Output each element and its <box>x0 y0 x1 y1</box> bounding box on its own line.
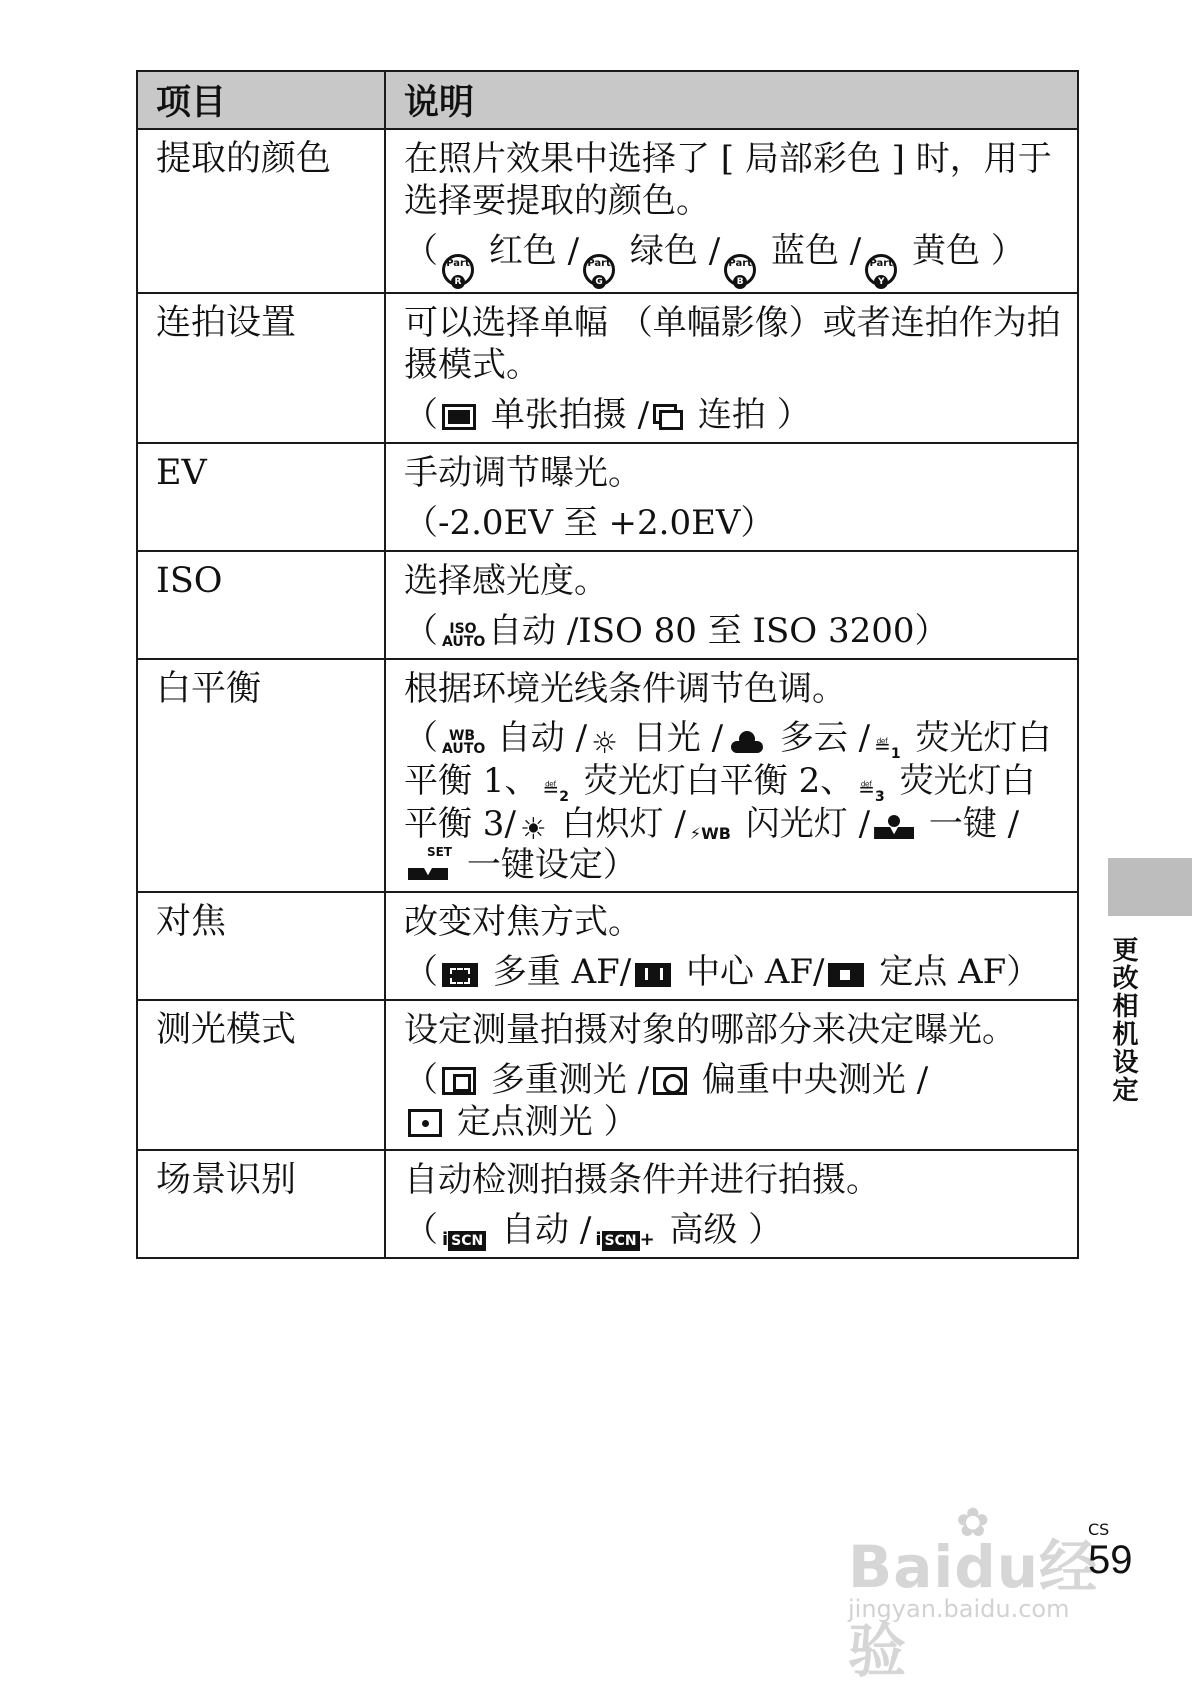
option-line: （ i SCN 自动 / i SCN + 高级 ） <box>404 1210 783 1250</box>
one-push-icon <box>874 815 914 839</box>
option-label: 定点测光 <box>456 1102 593 1142</box>
option-label: 一键设定 <box>466 845 603 885</box>
description-text: 可以选择单幅 （单幅影像）或者连拍作为拍摄模式。 <box>404 303 1061 385</box>
option-label: 绿色 <box>629 231 698 271</box>
table-row <box>137 443 1078 551</box>
row-item: 场景识别 <box>137 1150 385 1258</box>
section-tab <box>1108 858 1192 916</box>
row-item: EV <box>137 443 385 551</box>
option-label: 偏重中央测光 <box>701 1060 906 1100</box>
table-row <box>137 1150 1078 1258</box>
row-item: 连拍设置 <box>137 293 385 443</box>
option-label: 一键 <box>928 804 997 844</box>
description-text: 自动检测拍摄条件并进行拍摄。 <box>404 1160 880 1200</box>
burst-icon <box>653 404 683 430</box>
incandescent-icon: ☀ <box>519 812 547 847</box>
page-language: CS <box>1088 1520 1110 1539</box>
option-label: 荧光灯白平衡 3 <box>404 761 1036 844</box>
description-text: 改变对焦方式。 <box>404 902 642 942</box>
description-text: 根据环境光线条件调节色调。 <box>404 669 846 709</box>
scene-auto-icon: i SCN <box>442 1231 486 1249</box>
option-line: （ 单张拍摄 / 连拍 ） <box>404 395 811 435</box>
option-label: 连拍 <box>697 395 766 435</box>
row-description <box>385 1000 1078 1150</box>
part-color-green-icon: Part G <box>583 254 615 286</box>
watermark-text: Baidu经验 <box>848 1533 1099 1685</box>
option-label: 单张拍摄 <box>490 395 627 435</box>
scene-advanced-icon: i SCN + <box>595 1229 655 1250</box>
part-color-red-icon: Part R <box>442 254 474 286</box>
row-item: 对焦 <box>137 892 385 1000</box>
table-row <box>137 551 1078 659</box>
table-header-row <box>137 71 1078 129</box>
option-label: 自动 <box>496 718 565 758</box>
fluorescent-1-icon: $≝_1$ <box>874 734 901 762</box>
option-line: （ 多重测光 / 偏重中央测光 / 定点测光 ） <box>404 1060 929 1142</box>
option-line: （-2.0EV 至 +2.0EV） <box>404 503 775 543</box>
option-label: 荧光灯白平衡 2 <box>583 761 821 801</box>
row-item: ISO <box>137 551 385 659</box>
option-label: 日光 <box>632 718 701 758</box>
row-description <box>385 551 1078 659</box>
one-push-set-icon: SET <box>408 846 452 880</box>
row-description <box>385 293 1078 443</box>
center-af-icon <box>635 963 671 987</box>
section-label: 更改相机设定 <box>1108 936 1138 1104</box>
settings-table <box>136 70 1079 1259</box>
option-label: 高级 <box>669 1210 738 1250</box>
table-row <box>137 892 1078 1000</box>
option-line: （ WB AUTO 自动 / ☼ 日光 / 多云 / $≝_1$ 荧光灯白平衡 1、 $≝_2$ 荧光灯白平衡 2、 $≝_3$ 荧光灯白平衡 3/ ☀ 白炽灯 / ⚡WB 闪光灯 / 一键 / SET 一键设定） <box>404 718 1052 885</box>
description-text: 在照片效果中选择了 [ 局部彩色 ] 时，用于选择要提取的颜色。 <box>404 139 1052 221</box>
option-label: 多云 <box>779 718 848 758</box>
option-label: 蓝色 <box>770 231 839 271</box>
page-number: 59 <box>1088 1538 1133 1582</box>
row-item: 测光模式 <box>137 1000 385 1150</box>
single-shot-icon <box>442 404 476 430</box>
option-label: 闪光灯 <box>745 804 848 844</box>
cloudy-icon <box>727 729 765 753</box>
iso-range: /ISO 80 至 ISO 3200） <box>566 611 949 651</box>
option-label: 白炽灯 <box>561 804 664 844</box>
header-item: 项目 <box>137 71 385 129</box>
option-line: （ 多重 AF/ 中心 AF/ 定点 AF） <box>404 952 1041 992</box>
flash-wb-icon: ⚡WB <box>689 824 731 843</box>
description-text: 设定测量拍摄对象的哪部分来决定曝光。 <box>404 1010 1016 1050</box>
multi-metering-icon <box>442 1067 476 1095</box>
paw-logo-icon: ✿ <box>956 1500 990 1546</box>
row-description <box>385 129 1078 293</box>
multi-af-icon <box>442 963 478 987</box>
table-row <box>137 293 1078 443</box>
row-item: 白平衡 <box>137 659 385 892</box>
fluorescent-3-icon: $≝_3$ <box>858 777 885 805</box>
row-description <box>385 1150 1078 1258</box>
option-label: 多重 AF <box>492 952 620 992</box>
wb-auto-icon: WB AUTO <box>442 728 486 757</box>
part-color-yellow-icon: Part Y <box>865 254 897 286</box>
option-label: 自动 <box>501 1210 570 1250</box>
table-row <box>137 129 1078 293</box>
header-description: 说明 <box>385 71 1078 129</box>
option-line: （ Part R 红色 / Part G 绿色 / Part B 蓝色 / Part Y 黄色 ） <box>404 231 1025 287</box>
option-label: 自动 <box>488 611 556 651</box>
part-color-blue-icon: Part B <box>724 254 756 286</box>
center-weighted-metering-icon <box>653 1067 687 1095</box>
row-description <box>385 892 1078 1000</box>
row-description <box>385 659 1078 892</box>
table-row <box>137 1000 1078 1150</box>
option-line: （ ISO AUTO自动 /ISO 80 至 ISO 3200） <box>404 611 949 651</box>
option-label: 多重测光 <box>490 1060 627 1100</box>
daylight-icon: ☼ <box>591 726 618 761</box>
spot-metering-icon <box>408 1109 442 1137</box>
option-label: 荧光灯白平衡 1 <box>404 718 1052 801</box>
iso-auto-icon: ISO AUTO <box>442 621 486 650</box>
description-text: 手动调节曝光。 <box>404 453 642 493</box>
option-label: 红色 <box>488 231 557 271</box>
spot-af-icon <box>828 963 864 987</box>
option-label: 黄色 <box>912 231 981 271</box>
option-label: 定点 AF <box>879 952 1007 992</box>
description-text: 选择感光度。 <box>404 561 608 601</box>
option-label: 中心 AF <box>686 952 813 992</box>
row-description <box>385 443 1078 551</box>
watermark-url: jingyan.baidu.com <box>848 1595 1070 1623</box>
table-row <box>137 659 1078 892</box>
fluorescent-2-icon: $≝_2$ <box>542 777 569 805</box>
row-item: 提取的颜色 <box>137 129 385 293</box>
